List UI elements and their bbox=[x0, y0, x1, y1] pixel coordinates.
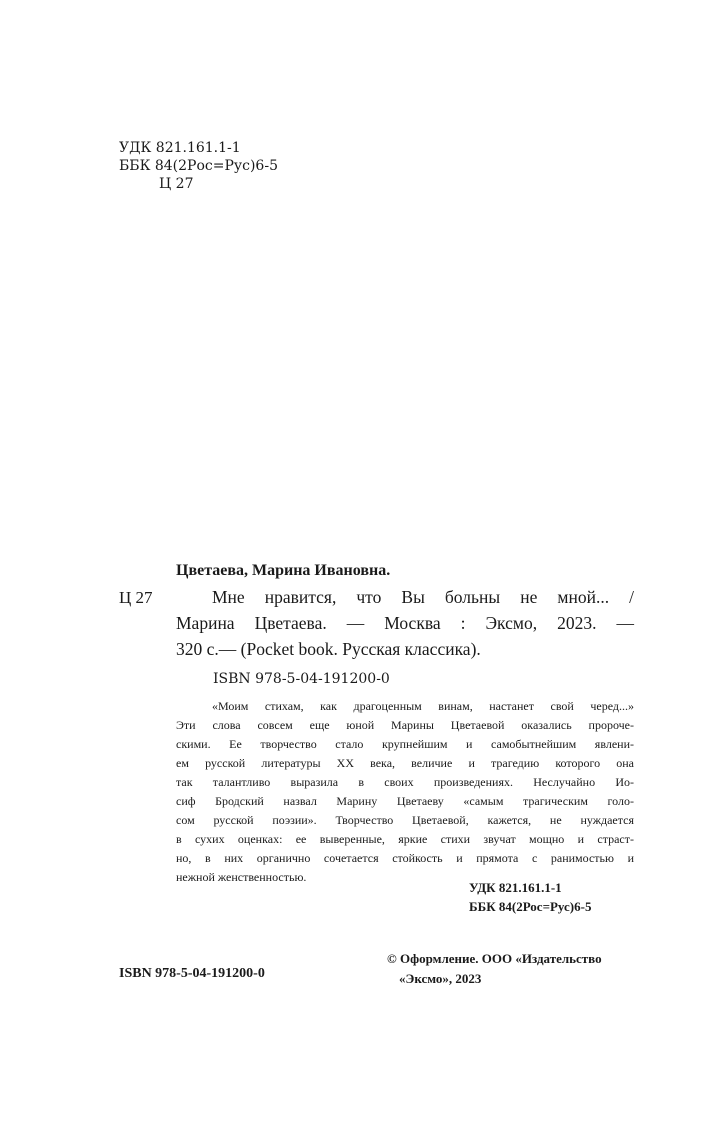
copyright-line: © Оформление. ООО «Издательство bbox=[387, 951, 602, 966]
copyright-line: «Эксмо», 2023 bbox=[399, 971, 482, 986]
annotation-line: скими. Ее творчество стало крупнейшим и самобытнейшим явлени- bbox=[176, 737, 634, 751]
copyright-notice bbox=[387, 949, 602, 989]
cutter-code: Ц 27 bbox=[159, 176, 194, 192]
annotation-line: сом русской поэзии». Творчество Цветаевой, кажется, не нуждается bbox=[176, 813, 634, 827]
biblio-line: Мне нравится, что Вы больны не мной... / bbox=[212, 587, 634, 607]
cutter-mark: Ц 27 bbox=[119, 588, 153, 607]
annotation-line: сиф Бродский назвал Марину Цветаеву «самым трагическим голо- bbox=[176, 794, 634, 808]
annotation-line: нежной женственностью. bbox=[176, 870, 307, 884]
isbn-record: ISBN 978-5-04-191200-0 bbox=[213, 671, 390, 687]
footer-udk-code: УДК 821.161.1-1 bbox=[469, 880, 562, 895]
annotation bbox=[176, 697, 634, 887]
author-heading: Цветаева, Марина Ивановна. bbox=[176, 562, 391, 579]
annotation-line: Эти слова совсем еще юной Марины Цветаевой оказались пророче- bbox=[176, 718, 634, 732]
footer-bbk-code: ББК 84(2Рос=Рус)6-5 bbox=[469, 899, 592, 914]
annotation-line: ем русской литературы XX века, величие и трагедию которого она bbox=[176, 756, 634, 770]
bibliographic-description bbox=[176, 584, 634, 662]
biblio-line: Марина Цветаева. — Москва : Эксмо, 2023. — bbox=[176, 613, 634, 633]
biblio-line: 320 с.— (Pocket book. Русская классика). bbox=[176, 639, 481, 659]
annotation-line: так талантливо выразила в своих произведениях. Неслучайно Ио- bbox=[176, 775, 634, 789]
isbn-footer: ISBN 978-5-04-191200-0 bbox=[119, 966, 265, 981]
annotation-line: в сухих оценках: ее выверенные, яркие стихи звучат мощно и страст- bbox=[176, 832, 634, 846]
annotation-line: но, в них органично сочетается стойкость и прямота с ранимостью и bbox=[176, 851, 634, 865]
top-classification-codes bbox=[119, 139, 278, 193]
annotation-line: «Моим стихам, как драгоценным винам, настанет свой черед...» bbox=[212, 699, 634, 713]
udk-code: УДК 821.161.1-1 bbox=[119, 140, 241, 156]
bbk-code: ББК 84(2Рос=Рус)6-5 bbox=[119, 158, 278, 174]
footer-classification-codes bbox=[469, 878, 591, 916]
